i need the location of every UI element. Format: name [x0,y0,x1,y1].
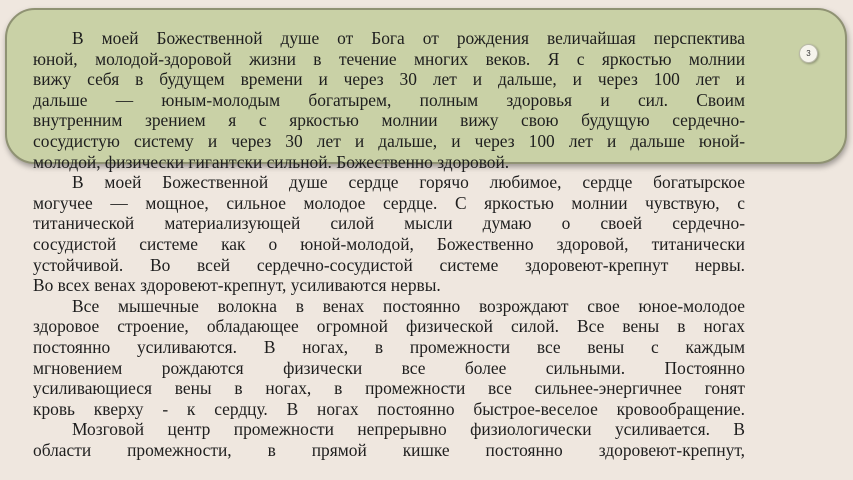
text-line: постоянно усиливаются. В ногах, в промежности все вены с каждым [33,337,745,357]
text-line: молодой, физически гигантски сильной. Божественно здоровой. [33,151,510,172]
text-line: Все мышечные волокна в венах постоянно возрождают свое юное-молодое [72,295,745,316]
text-line: юной, молодой-здоровой жизни в течение многих веков. Я с яркостью молнии [33,48,745,69]
text-line: сосудистую систему и через 30 лет и дальше, и через 100 лет и дальше юной- [33,131,745,151]
page-number-badge: 3 [799,44,818,63]
text-line: усиливающиеся вены в ногах, в промежности все сильнее-энергичнее гонят [33,378,745,399]
text-line: кровь кверху - к сердцу. В ногах постоянно быстрое-веселое кровообращение. [33,398,745,419]
text-line: Мозговой центр промежности непрерывно физиологически усиливается. В [72,419,745,440]
text-line: устойчивой. Во всей сердечно-сосудистой системе здоровеют-крепнут нервы. [33,254,745,275]
text-line: могучее — мощное, сильное молодое сердце. С яркостью молнии чувствую, с [33,192,745,213]
text-line: Во всех венах здоровеют-крепнут, усиливаются нервы. [33,275,441,296]
text-line: В моей Божественной душе от Бога от рождения величайшая перспектива [72,28,745,48]
text-line: вижу себя в будущем времени и через 30 лет и дальше, и через 100 лет и [33,69,745,90]
text-line: внутренним зрением я с яркостью молнии вижу свою будущую сердечно- [33,110,745,131]
text-line: мгновением рождаются физически все более сильными. Постоянно [33,357,745,378]
text-line: В моей Божественной душе сердце горячо любимое, сердце богатырское [72,172,745,193]
text-line: здоровое строение, обладающее огромной физической силой. Все вены в ногах [33,316,745,337]
text-line: дальше — юным-молодым богатырем, полным здоровья и сил. Своим [33,89,745,110]
text-line: области промежности, в прямой кишке постоянно здоровеют-крепнут, [33,440,745,460]
text-line: титанической материализующей силой мысли думаю о своей сердечно- [33,213,745,234]
text-line: сосудистой системе как о юной-молодой, Божественно здоровой, титанически [33,234,745,254]
